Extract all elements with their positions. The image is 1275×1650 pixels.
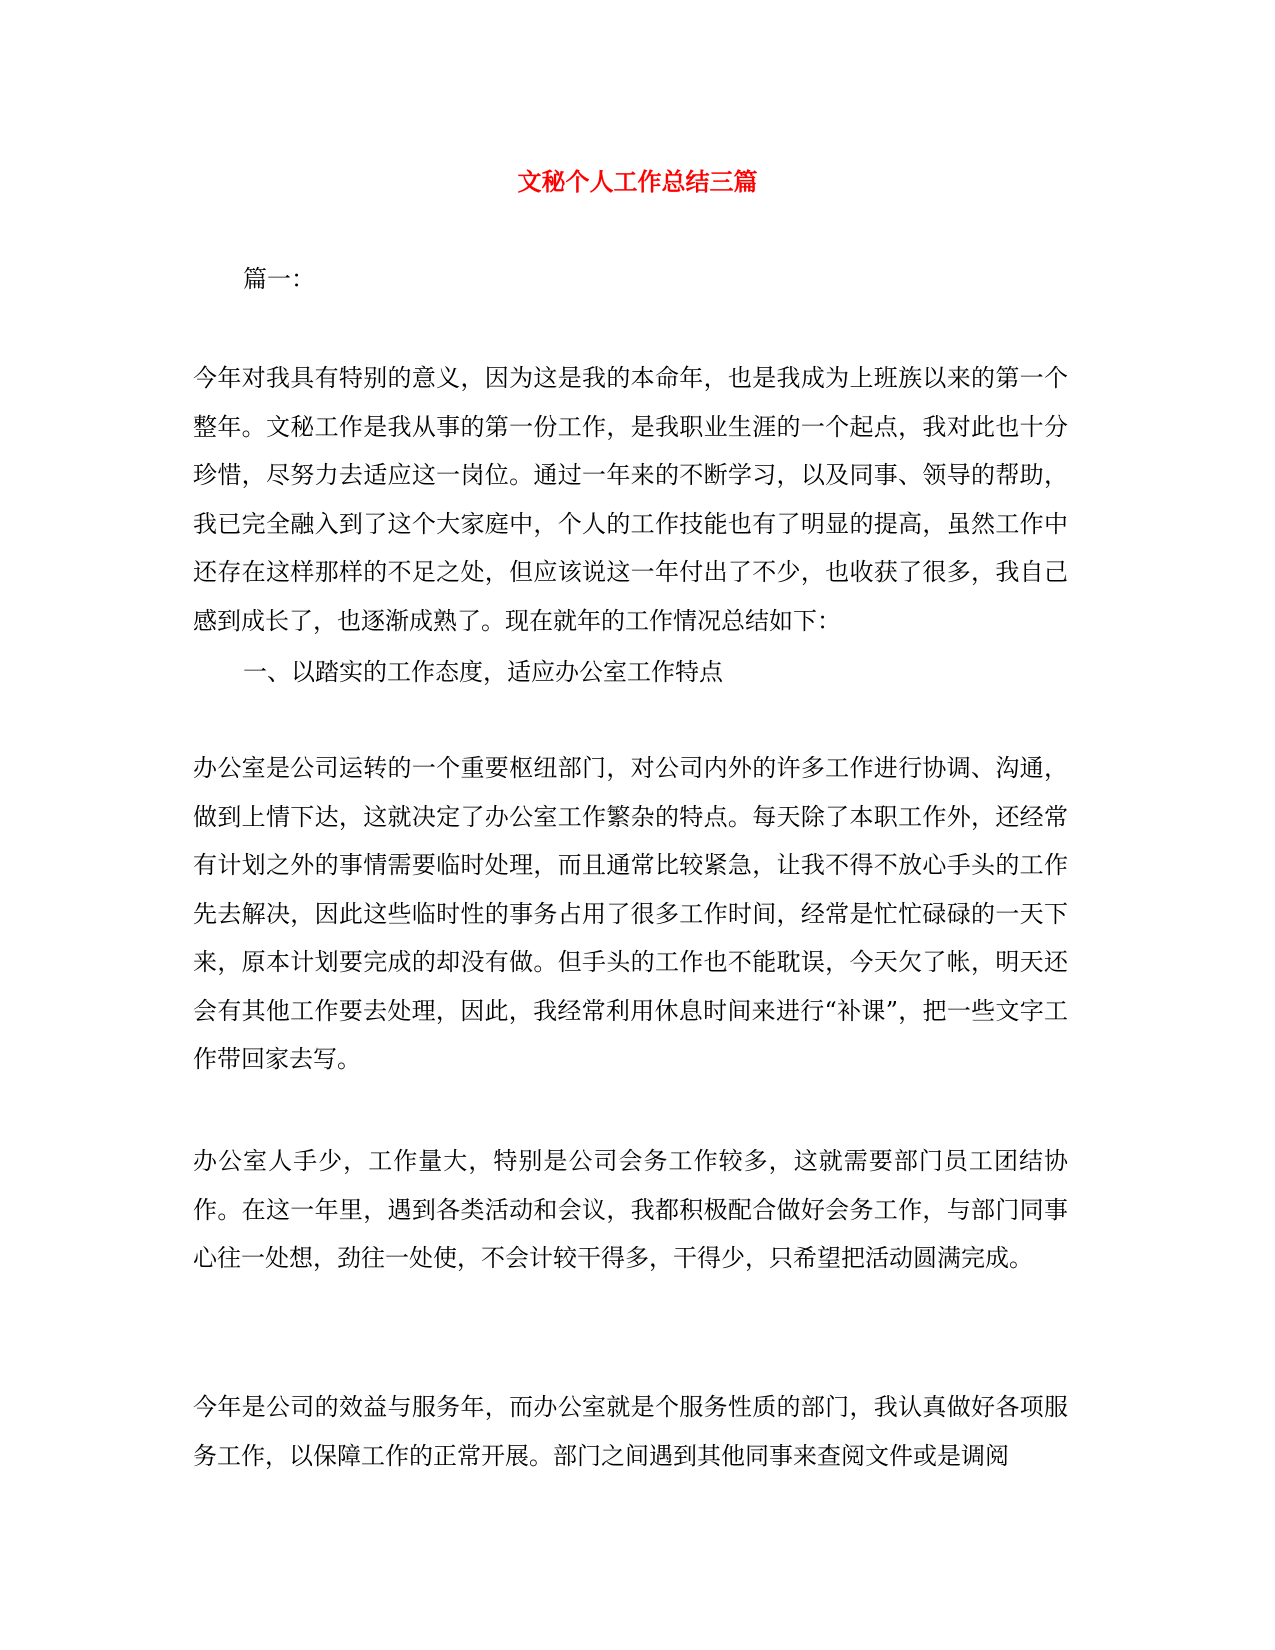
paragraph-1: 今年对我具有特别的意义，因为这是我的本命年，也是我成为上班族以来的第一个整年。文秘工作是我从事的第一份工作，是我职业生涯的一个起点，我对此也十分珍惜，尽努力去适应这一岗位。通过一年来的不断学习，以及同事、领导的帮助，我已完全融入到了这个大家庭中，个人的工作技能也有了明显的提高，虽然工作中还存在这样那样的不足之处，但应该说这一年付出了不少，也收获了很多，我自己感到成长了，也逐渐成熟了。现在就年的工作情况总结如下： [193, 364, 1068, 635]
paragraph-4: 今年是公司的效益与服务年，而办公室就是个服务性质的部门，我认真做好各项服务工作，以保障工作的正常开展。部门之间遇到其他同事来查阅文件或是调阅 [193, 1393, 1068, 1470]
document-title: 文秘个人工作总结三篇 [517, 167, 758, 196]
paragraph-3: 办公室人手少，工作量大，特别是公司会务工作较多，这就需要部门员工团结协作。在这一年里，遇到各类活动和会议，我都积极配合做好会务工作，与部门同事心往一处想，劲往一处使，不会计较干得多，干得少，只希望把活动圆满完成。 [193, 1147, 1068, 1272]
section-label: 篇一： [243, 265, 315, 293]
section-heading-1: 一、以踏实的工作态度，适应办公室工作特点 [243, 658, 723, 686]
paragraph-2: 办公室是公司运转的一个重要枢纽部门，对公司内外的许多工作进行协调、沟通，做到上情下达，这就决定了办公室工作繁杂的特点。每天除了本职工作外，还经常有计划之外的事情需要临时处理，而且通常比较紧急，让我不得不放心手头的工作先去解决，因此这些临时性的事务占用了很多工作时间，经常是忙忙碌碌的一天下来，原本计划要完成的却没有做。但手头的工作也不能耽误，今天欠了帐，明天还会有其他工作要去处理，因此，我经常利用休息时间来进行“补课”，把一些文字工作带回家去写。 [193, 754, 1068, 1073]
